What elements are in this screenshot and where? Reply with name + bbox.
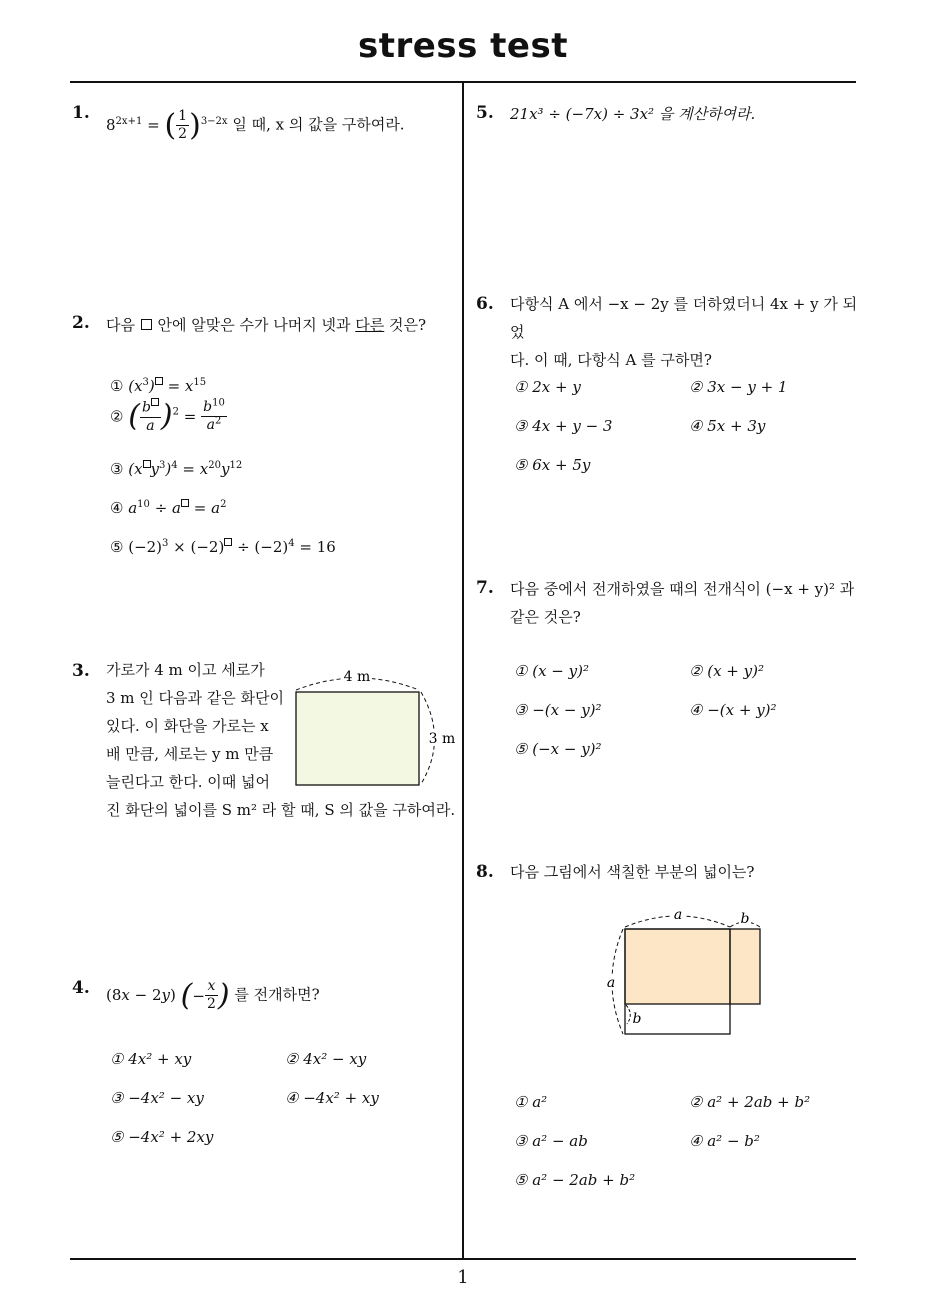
question-2-emphasis: 다른 [355,316,385,334]
question-8-figure [598,902,768,1042]
question-6-option-4: ④ 5x + 3y [689,417,766,435]
label-a-top: a [673,907,683,923]
question-3-line-6: 진 화단의 넓이를 S m² 라 할 때, S 의 값을 구하여라. [106,801,456,819]
question-8-option-1: ① a² [514,1093,548,1111]
question-2-option-2: ② ( $\frac{b}{a}$ )$^2$ = $\frac{b^{10}}{a^2}$ [110,397,225,434]
question-7-option-2: ② (x + y)² [689,662,764,680]
question-4-option-5: ⑤ −4x² + 2xy [110,1128,214,1146]
question-2-option-4: ④ $a^{10} \div a = a^2$ [110,499,227,517]
question-7-number: 7. [476,578,494,598]
question-2-text-b: 안에 알맞은 수가 나머지 넷과 [152,316,356,334]
page-number: 1 [457,1267,469,1288]
question-8-option-2: ② a² + 2ab + b² [689,1093,811,1111]
question-4-option-4: ④ −4x² + xy [285,1089,379,1107]
question-3-line-5: 늘린다고 한다. 이때 넓어 [106,773,270,791]
question-7-option-5: ⑤ (−x − y)² [514,740,602,758]
question-7-option-4: ④ −(x + y)² [689,701,777,719]
question-3-line-1: 가로가 4 m 이고 세로가 [106,661,265,679]
question-3-line-3: 있다. 이 화단을 가로는 x [106,717,269,735]
question-8-option-3: ③ a² − ab [514,1132,588,1150]
question-4-option-3: ③ −4x² − xy [110,1089,204,1107]
question-7-option-3: ③ −(x − y)² [514,701,602,719]
question-7-stem [510,575,866,631]
question-6-line-2: 다. 이 때, 다항식 A 를 구하면? [510,351,712,369]
shaded-region [625,929,760,1004]
question-4-option-2: ② 4x² − xy [285,1050,367,1068]
question-2-text-a: 다음 [106,316,140,334]
question-6-option-5: ⑤ 6x + 5y [514,456,591,474]
question-6-option-3: ③ 4x + y − 3 [514,417,613,435]
question-2-text-c: 것은? [384,316,427,334]
height-label: 3 m [428,731,456,747]
question-4-stem [106,978,320,1013]
question-8-number: 8. [476,862,494,882]
question-6-option-2: ② 3x − y + 1 [689,378,788,396]
width-label: 4 m [343,669,371,685]
garden-rect [296,692,419,785]
question-3-figure [290,662,460,792]
question-6-number: 6. [476,294,494,314]
question-5-number: 5. [476,103,494,123]
question-4-number: 4. [72,978,90,998]
label-a-left: a [606,975,616,991]
inner-b-arc [626,1005,630,1024]
question-4-text: 를 전개하면? [229,985,320,1004]
question-5-stem: 21x³ ÷ (−7x) ÷ 3x² 을 계산하여라. [510,105,756,123]
page-title: stress test [358,26,568,66]
label-b-inner: b [632,1011,642,1027]
question-1-equation: $8^{2x+1}$ = ( $\frac{1}{2}$ )$^{3-2x}$ [106,107,228,143]
question-8-stem: 다음 그림에서 색칠한 부분의 넓이는? [510,863,755,881]
question-3-line-2: 3 m 인 다음과 같은 화단이 [106,689,285,707]
question-3-number: 3. [72,661,90,681]
question-6-stem [510,290,866,374]
question-1-text: 일 때, x 의 값을 구하여라. [227,115,405,134]
question-2-option-5: ⑤ $(-2)^3 \times (-2) \div (-2)^4 = 16$ [110,538,336,556]
question-2-stem [106,311,426,339]
question-8-option-5: ⑤ a² − 2ab + b² [514,1171,636,1189]
question-2-option-3: ③ (x $y^3)^4 = x^{20}y^{12}$ [110,460,243,478]
question-4-expression: (8x − 2y) (− $\frac{x}{2}$ ) [106,977,230,1013]
question-1-stem [106,108,405,143]
question-2-number: 2. [72,313,90,333]
label-b-top: b [740,911,750,927]
question-7-line-1: 다음 중에서 전개하였을 때의 전개식이 (−x + y)² 과 [510,580,855,598]
question-6-line-1: 다항식 A 에서 −x − 2y 를 더하였더니 4x + y 가 되었 [510,295,858,341]
question-7-line-2: 같은 것은? [510,608,581,626]
question-1-number: 1. [72,103,90,123]
question-6-option-1: ① 2x + y [514,378,581,396]
question-2-option-1: ① $(x^3) = x^{15}$ [110,377,207,395]
question-8-option-4: ④ a² − b² [689,1132,760,1150]
question-7-option-1: ① (x − y)² [514,662,589,680]
blank-box-icon [141,319,152,330]
bottom-rule [70,1258,856,1260]
question-3-line-4: 배 만큼, 세로는 y m 만큼 [106,745,274,763]
question-4-option-1: ① 4x² + xy [110,1050,192,1068]
